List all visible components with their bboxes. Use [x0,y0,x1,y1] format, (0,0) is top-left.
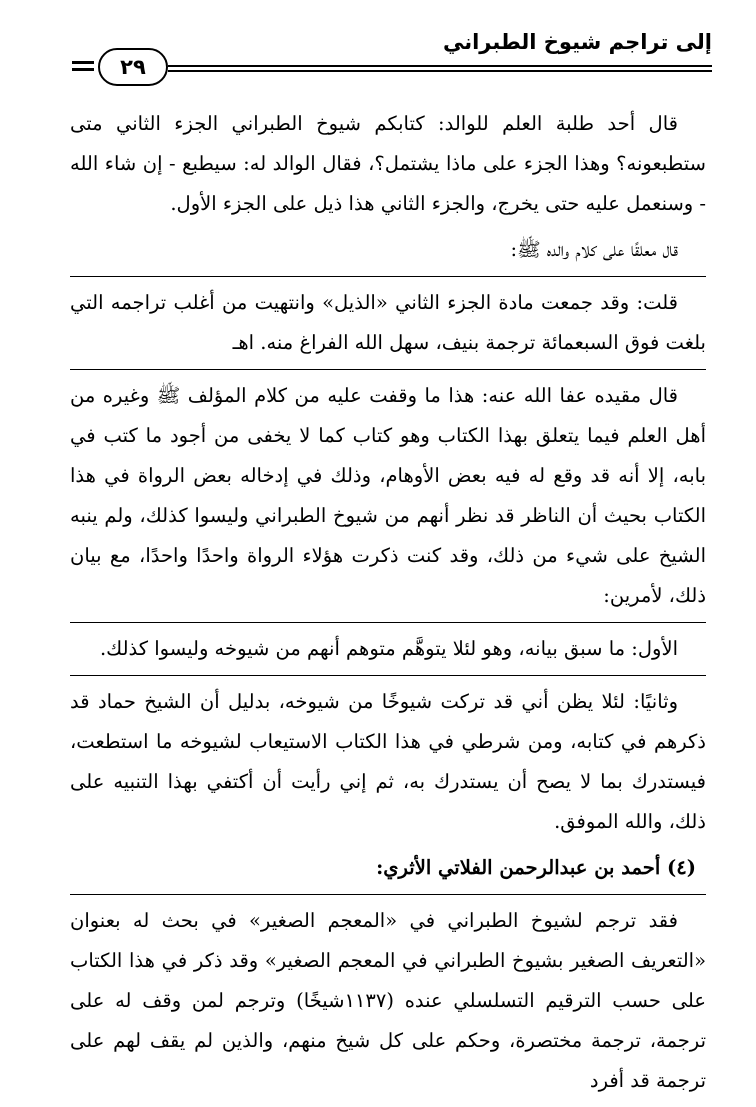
divider [70,894,706,895]
divider [70,622,706,623]
page-number: ٢٩ [98,48,168,86]
paragraph-commentary-intro: قال معلقًا على كلام والده ﷺ: [510,238,678,261]
section-heading: (٤) أحمد بن عبدالرحمن الفلاتي الأثري: [376,856,696,879]
header-rule-left-top [72,61,94,64]
divider [70,276,706,277]
paragraph-student-question: قال أحد طلبة العلم للوالد: كتابكم شيوخ الطبراني الجزء الثاني متى ستطبعونه؟ وهذا الجزء على ماذا يشتمل؟، فقال الوالد له: سيطبع - إن شاء الله - وسنعمل عليه حتى يخرج، والجزء الثاني هذا ذيل على الجزء الأول. [70,112,706,215]
header-rule-top [168,65,712,67]
page-body [70,104,706,1107]
running-title: إلى تراجم شيوخ الطبراني [442,30,712,54]
header-rule-bottom [168,70,712,72]
divider [70,675,706,676]
paragraph-second-reason: وثانيًا: لئلا يظن أني قد تركت شيوخًا من شيوخه، بدليل أن الشيخ حماد قد ذكرهم في كتابه، ومن شرطي في هذا الكتاب الاستيعاب لشيوخه ما استطعت، فيستدرك بما لا يصح أن يستدرك به، ثم إني رأيت أن أكتفي بهذا التنبيه على ذلك، والله الموفق. [70,690,706,833]
header-rule-left-bottom [72,68,94,71]
paragraph-author-note: قلت: وقد جمعت مادة الجزء الثاني «الذيل» وانتهيت من أغلب تراجمه التي بلغت فوق السبعمائة ترجمة بنيف، سهل الله الفراغ منه. اهـ [70,291,706,354]
page-header [72,28,712,88]
paragraph-first-reason: الأول: ما سبق بيانه، وهو لئلا يتوهَّم متوهم أنهم من شيوخه وليسوا كذلك. [99,637,678,660]
paragraph-editor-note: قال مقيده عفا الله عنه: هذا ما وقفت عليه من كلام المؤلف ﷺ وغيره من أهل العلم فيما يتعلق بهذا الكتاب وهو كتاب كما لا يخفى من أجود ما كتب في بابه، إلا أنه قد وقع له فيه بعض الأوهام، وذلك في إدخاله بعض الرواة في هذا الكتاب بحيث أن الناظر قد نظر أنهم من شيوخ الطبراني وليسوا كذلك، ولم ينبه الشيخ على شيء من ذلك، وقد كنت ذكرت هؤلاء الرواة واحدًا واحدًا، مع بيان ذلك، لأمرين: [70,384,706,607]
paragraph-falati-work: فقد ترجم لشيوخ الطبراني في «المعجم الصغير» في بحث له بعنوان «التعريف الصغير بشيوخ الطبراني في المعجم الصغير» وقد ذكر في هذا الكتاب على حسب الترقيم التسلسلي عنده (١١٣٧شيخًا) وترجم لمن وقف له على ترجمة، ترجمة مختصرة، وحكم على كل شيخ منهم، والذين لم يقف لهم على ترجمة قد أفرد [70,909,706,1092]
divider [70,369,706,370]
